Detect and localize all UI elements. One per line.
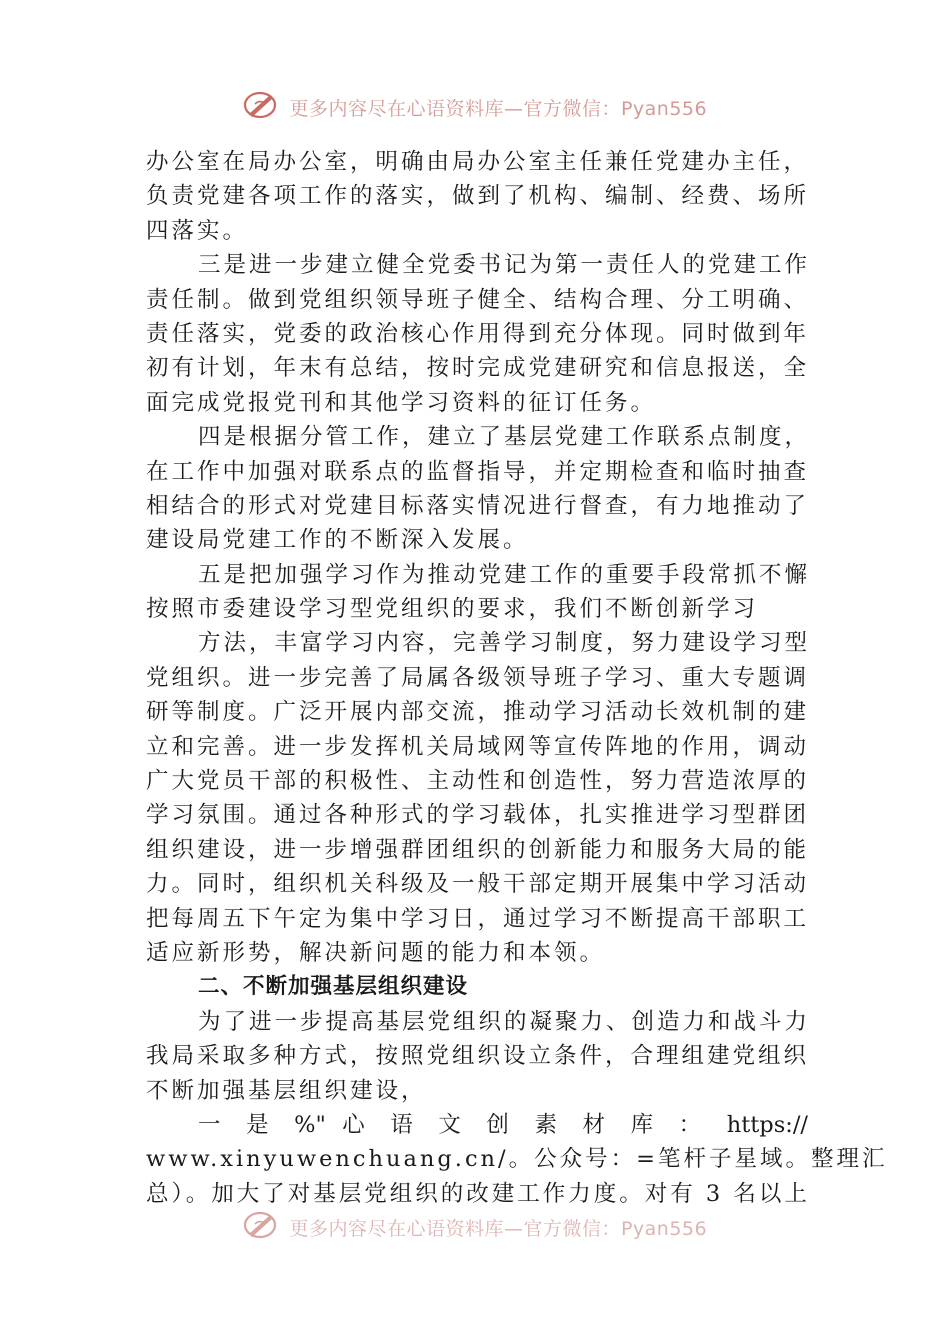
text-line: 党组织。进一步完善了局属各级领导班子学习、重大专题调	[146, 664, 810, 691]
text-line: 四是根据分管工作，建立了基层党建工作联系点制度，	[198, 424, 811, 451]
section-heading: 二、不断加强基层组织建设	[198, 974, 469, 1000]
text-line: 不断加强基层组织建设，	[146, 1077, 427, 1104]
text-line: 责任制。做到党组织领导班子健全、结构合理、分工明确、	[146, 286, 810, 313]
text-line: 力。同时，组织机关科级及一般干部定期开展集中学习活动	[146, 871, 810, 898]
text-line: 我局采取多种方式，按照党组织设立条件，合理组建党组织	[146, 1043, 810, 1070]
text-line: 把每周五下午定为集中学习日，通过学习不断提高干部职工	[146, 905, 810, 932]
watermark-header	[0, 90, 950, 125]
text-line: 三是进一步建立健全党委书记为第一责任人的党建工作	[198, 252, 811, 279]
text-line: 立和完善。进一步发挥机关局域网等宣传阵地的作用，调动	[146, 733, 810, 760]
text-line: www.xinyuwenchuang.cn/。公众号：=笔杆子星域。整理汇	[146, 1146, 888, 1173]
watermark-footer	[0, 1210, 950, 1245]
pen-logo-icon	[243, 1210, 277, 1245]
text-line: 四落实。	[146, 217, 249, 244]
text-line: 建设局党建工作的不断深入发展。	[146, 527, 529, 554]
text-line: 总）。加大了对基层党组织的改建工作力度。对有 3 名以上	[146, 1180, 810, 1207]
text-line: 学习氛围。通过各种形式的学习载体，扎实推进学习型群团	[146, 802, 810, 829]
text-line: 负责党建各项工作的落实，做到了机构、编制、经费、场所	[146, 183, 810, 210]
text-line: 广大党员干部的积极性、主动性和创造性，努力营造浓厚的	[146, 768, 810, 795]
text-line: 方法，丰富学习内容，完善学习制度，努力建设学习型	[198, 630, 811, 657]
text-line: 责任落实，党委的政治核心作用得到充分体现。同时做到年	[146, 320, 810, 347]
text-line: 相结合的形式对党建目标落实情况进行督查，有力地推动了	[146, 492, 810, 519]
text-line: 五是把加强学习作为推动党建工作的重要手段常抓不懈	[198, 561, 811, 588]
pen-logo-icon	[243, 90, 277, 125]
text-line: 在工作中加强对联系点的监督指导，并定期检查和临时抽查	[146, 458, 810, 485]
text-line: 面完成党报党刊和其他学习资料的征订任务。	[146, 389, 657, 416]
text-line: 一 是 %" 心 语 文 创 素 材 库 ： https://	[198, 1111, 808, 1138]
text-line: 按照市委建设学习型党组织的要求，我们不断创新学习	[146, 596, 759, 623]
text-line: 初有计划，年末有总结，按时完成党建研究和信息报送，全	[146, 355, 810, 382]
text-line: 适应新形势，解决新问题的能力和本领。	[146, 939, 606, 966]
document-body	[146, 145, 888, 1211]
text-line: 办公室在局办公室，明确由局办公室主任兼任党建办主任，	[146, 149, 810, 175]
watermark-text: 更多内容尽在心语资料库—官方微信：Pyan556	[289, 1218, 708, 1240]
text-line: 研等制度。广泛开展内部交流，推动学习活动长效机制的建	[146, 699, 810, 726]
text-line: 组织建设，进一步增强群团组织的创新能力和服务大局的能	[146, 836, 810, 863]
text-line: 为了进一步提高基层党组织的凝聚力、创造力和战斗力	[198, 1008, 811, 1035]
watermark-text: 更多内容尽在心语资料库—官方微信：Pyan556	[289, 98, 708, 120]
